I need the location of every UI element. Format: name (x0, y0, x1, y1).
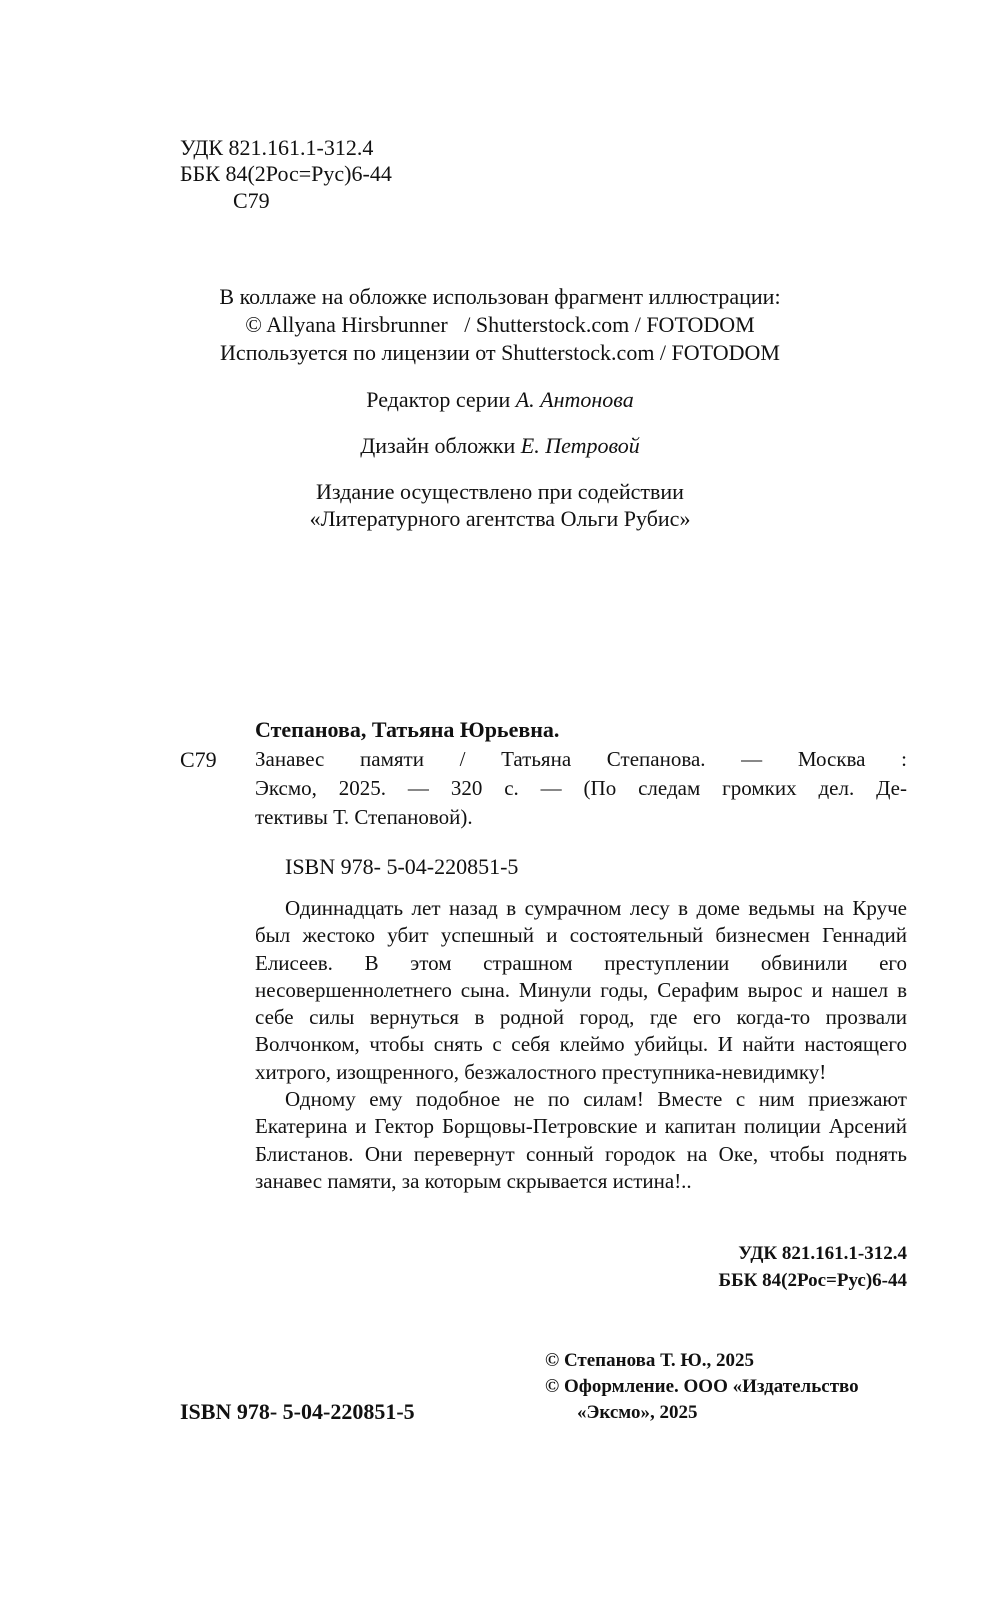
cover-illustration-note: В коллаже на обложке использован фрагмент иллюстрации: (219, 284, 781, 309)
catalog-author: Степанова, Татьяна Юрьевна. (255, 717, 560, 742)
copyright-design: © Оформление. ООО «Издательство (545, 1376, 859, 1397)
annotation-paragraph-2: Одному ему подобное не по силам! Вместе с ним приезжают Екатерина и Гектор Борщовы-Петровские и капитан полиции Арсений Блистанов. Они перевернут сонный городок на Оке, чтобы поднять занавес памяти, за которым скрывается истина!.. (255, 1087, 907, 1193)
catalog-description-line2: Эксмо, 2025. — 320 с. — (По следам громких дел. Де- (255, 776, 907, 800)
copyright-publisher: «Эксмо», 2025 (577, 1402, 698, 1423)
catalog-description-line3: тективы Т. Степановой). (255, 805, 473, 829)
catalog-description-line1: Занавес памяти / Татьяна Степанова. — Москва : (255, 747, 907, 771)
cover-design-name: Е. Петровой (520, 433, 640, 458)
license-note: Используется по лицензии от Shutterstock.com / FOTODOM (220, 340, 780, 365)
annotation-paragraph-1: Одиннадцать лет назад в сумрачном лесу в доме ведьмы на Круче был жестоко убит успешный и состоятельный бизнесмен Геннадий Елисеев. В этом страшном преступлении обвинили его несовершеннолетнего сына. Минули годы, Серафим вырос и нашел в себе силы вернуться в родной город, где его когда-то прозвали Волчонком, чтобы снять с себя клеймо убийцы. И найти настоящего хитрого, изощренного, безжалостного преступника-невидимку! (255, 896, 907, 1084)
index-bbk: ББК 84(2Рос=Рус)6-44 (718, 1270, 907, 1291)
support-note-line2: «Литературного агентства Ольги Рубис» (309, 506, 691, 531)
catalog-code: С79 (180, 747, 217, 772)
udk-code: УДК 821.161.1-312.4 (180, 135, 374, 160)
footer-isbn: ISBN 978- 5-04-220851-5 (180, 1399, 415, 1424)
cover-illustration-copyright: © Allyana Hirsbrunner / Shutterstock.com / FOTODOM (245, 312, 755, 337)
cover-design-label: Дизайн обложки (360, 433, 516, 458)
annotation (255, 895, 907, 1195)
series-editor-line (0, 386, 1000, 414)
series-editor-name: А. Антонова (515, 387, 634, 412)
bbk-code: ББК 84(2Рос=Рус)6-44 (180, 161, 392, 186)
cover-design-line (0, 432, 1000, 460)
author-sign-code: С79 (233, 188, 270, 213)
series-editor-label: Редактор серии (366, 387, 511, 412)
catalog-isbn: ISBN 978- 5-04-220851-5 (285, 854, 519, 879)
copyright-author: © Степанова Т. Ю., 2025 (545, 1350, 755, 1371)
index-udk: УДК 821.161.1-312.4 (738, 1243, 907, 1264)
support-note-line1: Издание осуществлено при содействии (316, 479, 684, 504)
